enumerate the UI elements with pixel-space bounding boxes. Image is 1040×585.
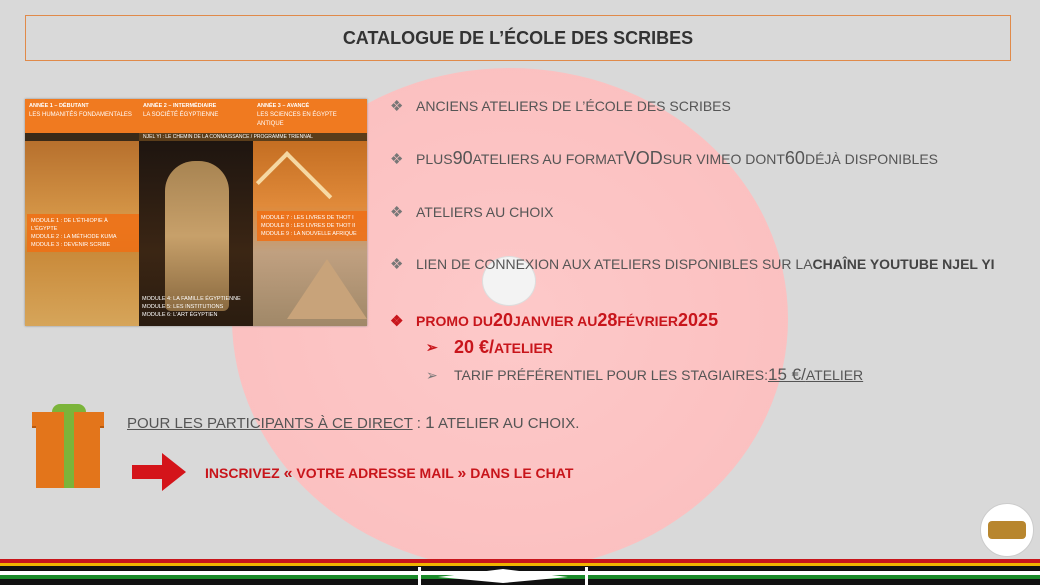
cta-quote-open: «	[283, 465, 293, 482]
promo-text: FÉVRIER	[617, 312, 679, 329]
diamond-bullet-icon: ❖	[390, 98, 404, 115]
bullet-text: PLUS	[416, 150, 453, 167]
page-title: CATALOGUE DE L’ÉCOLE DES SCRIBES	[25, 15, 1011, 61]
promo-text: PROMO DU	[416, 312, 493, 329]
bullet-number: 90	[452, 148, 473, 168]
cta-quote-close: »	[457, 465, 467, 482]
arrow-bullet-icon: ➢	[426, 366, 438, 383]
pharaoh-statue-icon	[165, 161, 229, 311]
cover-year-1: ANNÉE 1 – DÉBUTANT	[29, 103, 89, 109]
module-4: MODULE 4: LA FAMILLE ÉGYPTIENNE	[142, 296, 241, 302]
gift-number: 1	[425, 413, 435, 432]
diamond-bullet-icon: ❖	[390, 150, 404, 168]
youtube-channel-link[interactable]: CHAÎNE YOUTUBE NJEL YI	[812, 256, 995, 272]
cover-col-1-header	[25, 99, 139, 133]
arrow-bullet-icon: ➢	[426, 339, 438, 355]
tarif-line	[426, 365, 863, 385]
promo-line	[390, 310, 718, 331]
bullet-text: DÉJÀ DISPONIBLES	[804, 150, 938, 167]
cta-text: DANS LE CHAT	[466, 465, 574, 481]
cover-col-2-header	[139, 99, 253, 133]
bullet-lien-connexion	[390, 255, 995, 273]
bullet-text: SUR VIMEO DONT	[662, 150, 785, 167]
cta-text: INSCRIVEZ	[205, 465, 284, 481]
cta-text: VOTRE ADRESSE MAIL	[292, 465, 458, 481]
bullet-number: 60	[784, 148, 805, 168]
promo-price-unit: ATELIER	[494, 339, 553, 356]
cover-subject-2: LA SOCIÉTÉ ÉGYPTIENNE	[143, 112, 219, 118]
promo-year: 2025	[678, 310, 719, 330]
tarif-price: 15 €/	[768, 365, 806, 384]
cover-year-3: ANNÉE 3 – AVANCÉ	[257, 103, 310, 109]
bullet-text: ANCIENS ATELIERS DE L’ÉCOLE DES SCRIBES	[416, 98, 731, 114]
module-5: MODULE 5: LES INSTITUTIONS	[142, 304, 224, 310]
cta-register-email	[205, 465, 573, 483]
bullet-text: ATELIERS AU CHOIX	[416, 204, 554, 220]
gift-icon	[28, 404, 108, 488]
school-logo-icon	[980, 503, 1034, 557]
cover-col-3-header	[253, 99, 367, 133]
module-3: MODULE 3 : DEVENIR SCRIBE	[31, 242, 111, 248]
catalogue-cover-image	[25, 99, 367, 326]
cover-subject-1: LES HUMANITÉS FONDAMENTALES	[29, 112, 132, 118]
cover-band: NJEL YI : LE CHEMIN DE LA CONNAISSANCE / PROGRAMME TRIENNAL	[139, 133, 367, 141]
diamond-bullet-icon: ❖	[390, 256, 404, 273]
bottom-center-ornament-icon	[418, 559, 588, 585]
gift-offer	[127, 413, 579, 433]
bullet-text: LIEN DE CONNEXION AUX ATELIERS DISPONIBLES SUR LA	[416, 256, 813, 272]
diamond-bullet-icon: ❖	[390, 312, 404, 330]
promo-price-line	[426, 337, 553, 358]
tarif-price-unit: ATELIER	[805, 367, 864, 383]
promo-date-end: 28	[597, 310, 618, 330]
module-9: MODULE 9 : LA NOUVELLE AFRIQUE	[261, 231, 357, 237]
gift-text: ATELIER AU CHOIX.	[434, 415, 580, 432]
bullet-anciens-ateliers	[390, 97, 731, 115]
gift-sep: :	[412, 415, 426, 432]
module-8: MODULE 8 : LES LIVRES DE THOT II	[261, 223, 356, 229]
cover-modules-1	[27, 214, 139, 252]
pyramid-icon	[287, 259, 367, 319]
bullet-text: ATELIERS AU FORMAT	[472, 150, 624, 167]
bullet-ateliers-choix	[390, 203, 553, 221]
bullet-vod	[390, 148, 938, 169]
promo-text: JANVIER AU	[513, 312, 598, 329]
bullet-vod-label: VOD	[623, 148, 663, 168]
bottom-decorative-bar	[0, 559, 1040, 585]
diamond-bullet-icon: ❖	[390, 204, 404, 221]
cover-header	[25, 99, 367, 133]
promo-date-start: 20	[493, 310, 514, 330]
promo-price: 20 €/	[454, 337, 495, 357]
cover-subject-3: LES SCIENCES EN ÉGYPTE ANTIQUE	[257, 112, 337, 127]
participants-link[interactable]: POUR LES PARTICIPANTS À CE DIRECT	[127, 415, 413, 432]
cover-modules-2	[142, 295, 250, 319]
cover-year-2: ANNÉE 2 – INTERMÉDIAIRE	[143, 103, 217, 109]
module-6: MODULE 6: L'ART ÉGYPTIEN	[142, 312, 218, 318]
cover-modules-3	[257, 211, 367, 241]
module-7: MODULE 7 : LES LIVRES DE THOT I	[261, 215, 354, 221]
module-2: MODULE 2 : LA MÉTHODE KUMA	[31, 234, 117, 240]
red-arrow-icon	[132, 453, 186, 491]
module-1: MODULE 1 : DE L'ÉTHIOPIE À L'ÉGYPTE	[31, 218, 108, 232]
tarif-label: TARIF PRÉFÉRENTIEL POUR LES STAGIAIRES:	[454, 367, 769, 383]
